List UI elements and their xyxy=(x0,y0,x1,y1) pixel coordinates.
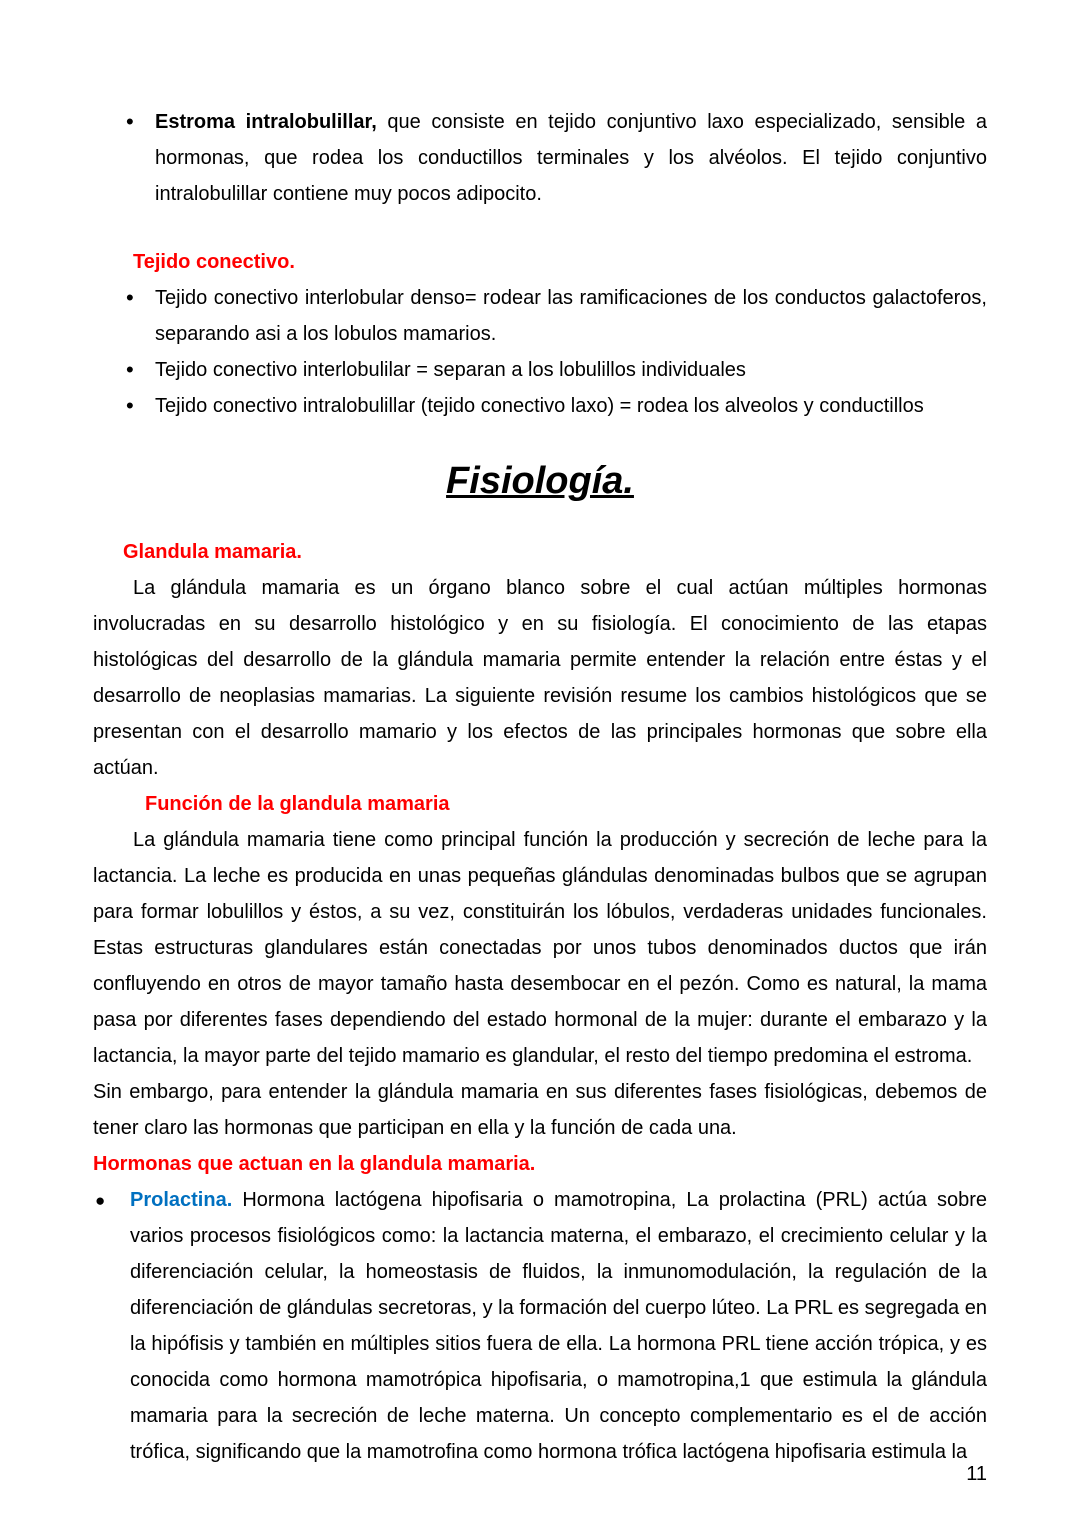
page-number: 11 xyxy=(966,1463,987,1485)
section-heading-tejido-conectivo: Tejido conectivo. xyxy=(133,251,295,273)
list-item-tejido-3 xyxy=(93,388,987,424)
page-title-fisiologia xyxy=(93,456,987,506)
paragraph-funcion-2: Sin embargo, para entender la glándula mamaria en sus diferentes fases fisiológicas, debemos de tener claro las hormonas que participan en ella y la función de cada una. xyxy=(93,1081,987,1139)
bullet-icon: • xyxy=(126,393,134,418)
bullet-icon: • xyxy=(126,285,134,310)
filled-bullet-icon: ● xyxy=(95,1191,106,1210)
list-item-tejido-1 xyxy=(93,280,987,352)
paragraph-funcion-1: La glándula mamaria tiene como principal función la producción y secreción de leche para la lactancia. La leche es producida en unas pequeñas glándulas denominadas bulbos que se agrupan para formar lobulillos y éstos, a su vez, constituirán los lóbulos, verdaderas unidades funcionales. Estas estructuras glandulares están conectadas por unos tubos denominados ductos que irán confluyendo en otros de mayor tamaño hasta desembocar en el pezón. Como es natural, la mama pasa por diferentes fases dependiendo del estado hormonal de la mujer: durante el embarazo y la lactancia, la mayor parte del tejido mamario es glandular, el resto del tiempo predomina el estroma. xyxy=(93,829,987,1067)
list-item-text: Tejido conectivo interlobulilar = separan a los lobulillos individuales xyxy=(155,359,746,381)
list-item-prolactina xyxy=(93,1182,987,1470)
list-item-text: Tejido conectivo intralobulillar (tejido conectivo laxo) = rodea los alveolos y conductillos xyxy=(155,395,924,417)
bullet-icon: • xyxy=(126,109,134,134)
section-heading-hormonas: Hormonas que actuan en la glandula mamaria. xyxy=(93,1153,536,1175)
estroma-text: que consiste en tejido conjuntivo laxo especializado, sensible a hormonas, que rodea los conductillos terminales y los alvéolos. El tejido conjuntivo intralobulillar contiene muy pocos adipocito. xyxy=(155,111,987,205)
prolactina-lead: Prolactina. xyxy=(130,1189,233,1211)
section-heading-funcion: Función de la glandula mamaria xyxy=(145,793,450,815)
list-item-tejido-2 xyxy=(93,352,987,388)
section-heading-glandula: Glandula mamaria. xyxy=(123,541,302,563)
paragraph-glandula: La glándula mamaria es un órgano blanco sobre el cual actúan múltiples hormonas involucradas en su desarrollo histológico y en su fisiología. El conocimiento de las etapas histológicas del desarrollo de la glándula mamaria permite entender la relación entre éstas y el desarrollo de neoplasias mamarias. La siguiente revisión resume los cambios histológicos que se presentan con el desarrollo mamario y los efectos de las principales hormonas que sobre ella actúan. xyxy=(93,577,987,779)
list-item-text: Tejido conectivo interlobular denso= rodear las ramificaciones de los conductos galactoferos, separando asi a los lobulos mamarios. xyxy=(155,287,987,345)
list-item-estroma xyxy=(93,104,987,212)
bullet-icon: • xyxy=(126,357,134,382)
page-title-text: Fisiología. xyxy=(446,460,634,502)
prolactina-text: Hormona lactógena hipofisaria o mamotropina, La prolactina (PRL) actúa sobre varios procesos fisiológicos como: la lactancia materna, el embarazo, el crecimiento celular y la diferenciación celular, la homeostasis de fluidos, la inmunomodulación, la regulación de la diferenciación de glándulas secretoras, y la formación del cuerpo lúteo. La PRL es segregada en la hipófisis y también en múltiples sitios fuera de ella. La hormona PRL tiene acción trópica, y es conocida como hormona mamotrópica hipofisaria, o mamotropina,1 que estimula la glándula mamaria para la secreción de leche materna. Un concepto complementario es el de acción trófica, significando que la mamotrofina como hormona trófica lactógena hipofisaria estimula la xyxy=(130,1189,987,1463)
estroma-lead: Estroma intralobulillar, xyxy=(155,111,377,133)
